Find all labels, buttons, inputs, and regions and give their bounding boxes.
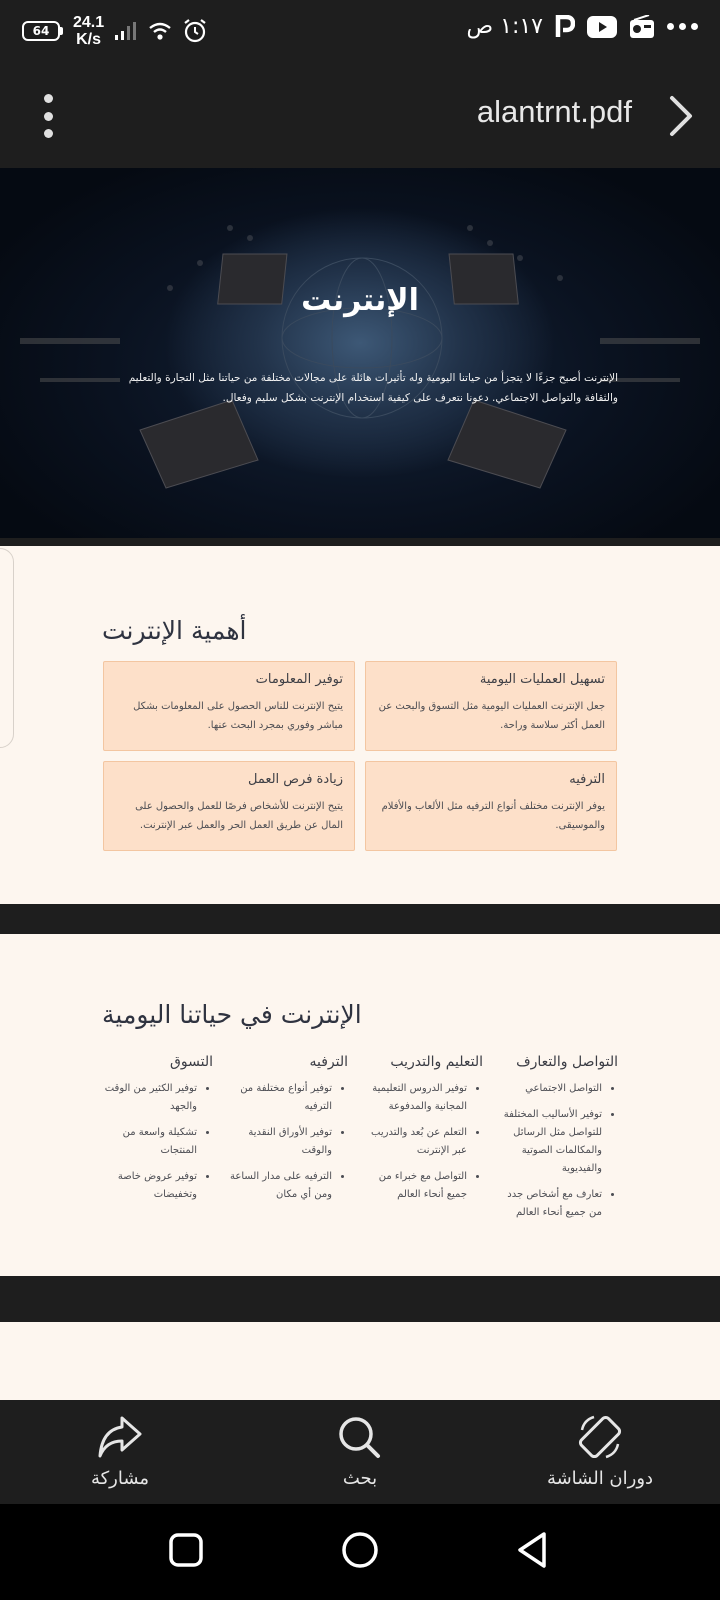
- section-title-importance: أهمية الإنترنت: [102, 616, 247, 645]
- list-item: • التواصل مع خبراء من جميع أنحاء العالم: [363, 1168, 467, 1204]
- list-item: • توفير الأوراق النقدية والوقت: [228, 1124, 332, 1160]
- status-right: [467, 14, 698, 39]
- list-item: • توفير أنواع مختلفة من الترفيه: [228, 1080, 332, 1116]
- card-job-opportunities: [103, 761, 355, 851]
- page-importance: [0, 546, 720, 904]
- youtube-icon: [587, 16, 617, 38]
- card-title: الترفيه: [569, 772, 605, 787]
- list-item: • توفير الأساليب المختلفة للتواصل مثل الرسائل والمكالمات الصوتية والفيديوية: [498, 1106, 602, 1178]
- document-title: alantrnt.pdf: [476, 94, 632, 129]
- clock: ١:١٧ ص: [466, 14, 543, 39]
- app-bar: [0, 64, 720, 168]
- net-speed-value: 24.1: [73, 14, 105, 31]
- back-icon[interactable]: [514, 1530, 550, 1570]
- share-label: مشاركة: [90, 1468, 150, 1489]
- rotate-screen-icon: [576, 1414, 624, 1460]
- net-speed: [73, 14, 104, 48]
- column-entertainment: [228, 1054, 348, 1212]
- card-daily-operations: [365, 661, 617, 751]
- search-icon: [336, 1414, 384, 1460]
- column-title: التسوق: [170, 1054, 213, 1070]
- card-information: [103, 661, 355, 751]
- column-education: [363, 1054, 483, 1212]
- share-icon: [96, 1414, 144, 1460]
- side-drag-handle[interactable]: [0, 548, 14, 748]
- card-text: يوفر الإنترنت مختلف أنواع الترفيه مثل الألعاب والأفلام والموسيقى.: [381, 801, 605, 831]
- card-text: يتيح الإنترنت للناس الحصول على المعلومات بشكل مباشر وفوري بمجرد البحث عنها.: [133, 701, 343, 731]
- pdf-viewer[interactable]: [0, 168, 720, 1400]
- signal-icon: [114, 21, 138, 41]
- p-app-icon: [555, 15, 575, 39]
- share-button[interactable]: [50, 1414, 190, 1489]
- home-icon[interactable]: [340, 1530, 380, 1570]
- battery-icon: [22, 21, 63, 41]
- column-title: التواصل والتعارف: [516, 1054, 618, 1070]
- column-communication: [498, 1054, 618, 1230]
- hero-background-image: [0, 168, 720, 538]
- bottom-toolbar: [0, 1400, 720, 1504]
- radio-icon: [629, 15, 655, 39]
- card-entertainment: [365, 761, 617, 851]
- page-next: [0, 1322, 720, 1400]
- card-title: تسهيل العمليات اليومية: [479, 672, 605, 687]
- status-bar: [0, 0, 720, 64]
- page-daily-life: [0, 934, 720, 1276]
- rotate-screen-label: دوران الشاشة: [546, 1468, 654, 1489]
- more-notifications-icon: [667, 23, 698, 30]
- list-item: • توفير الدروس التعليمية المجانية والمدفوعة: [363, 1080, 467, 1116]
- list-item: • تعارف مع أشخاص جدد من جميع أنحاء العالم: [498, 1186, 602, 1222]
- rotate-screen-button[interactable]: [530, 1414, 670, 1489]
- card-text: جعل الإنترنت العمليات اليومية مثل التسوق والبحث عن العمل أكثر سلاسة وراحة.: [378, 701, 605, 731]
- list-item: • توفير الكثير من الوقت والجهد: [93, 1080, 197, 1116]
- system-navigation-bar: [0, 1504, 720, 1600]
- section-title-daily-life: الإنترنت في حياتنا اليومية: [102, 1000, 362, 1029]
- column-title: الترفيه: [309, 1054, 348, 1070]
- list-item: • تشكيلة واسعة من المنتجات: [93, 1124, 197, 1160]
- more-vert-icon[interactable]: [30, 94, 66, 138]
- list-item: • التعلم عن بُعد والتدريب عبر الإنترنت: [363, 1124, 467, 1160]
- recents-icon[interactable]: [168, 1530, 204, 1570]
- hero-slide: [0, 168, 720, 538]
- search-label: بحث: [342, 1468, 378, 1489]
- list-item: • توفير عروض خاصة وتخفيضات: [93, 1168, 197, 1204]
- wifi-icon: [148, 21, 172, 41]
- hero-text: الإنترنت أصبح جزءًا لا يتجزأ من حياتنا اليومية وله تأثيرات هائلة على مجالات مختلفة من حياتنا مثل التجارة والتعليم والثقافة والتواصل الاجتماعي. دعونا نتعرف على كيفية استخدام الإنترنت بشكل سليم وفعال.: [128, 372, 618, 404]
- column-shopping: [93, 1054, 213, 1212]
- chevron-right-icon[interactable]: [664, 94, 696, 138]
- card-text: يتيح الإنترنت للأشخاص فرصًا للعمل والحصول على المال عن طريق العمل الحر والعمل عبر الإنترنت.: [135, 801, 343, 831]
- card-title: زيادة فرص العمل: [247, 772, 343, 787]
- column-title: التعليم والتدريب: [390, 1054, 483, 1070]
- net-speed-unit: K/s: [76, 31, 102, 48]
- status-left: [22, 14, 208, 48]
- battery-level: 64: [22, 21, 60, 41]
- card-title: توفير المعلومات: [255, 672, 343, 687]
- alarm-icon: [182, 18, 208, 44]
- list-item: • الترفيه على مدار الساعة ومن أي مكان: [228, 1168, 332, 1204]
- list-item: • التواصل الاجتماعي: [498, 1080, 602, 1098]
- search-button[interactable]: [290, 1414, 430, 1489]
- hero-title: الإنترنت: [301, 283, 419, 318]
